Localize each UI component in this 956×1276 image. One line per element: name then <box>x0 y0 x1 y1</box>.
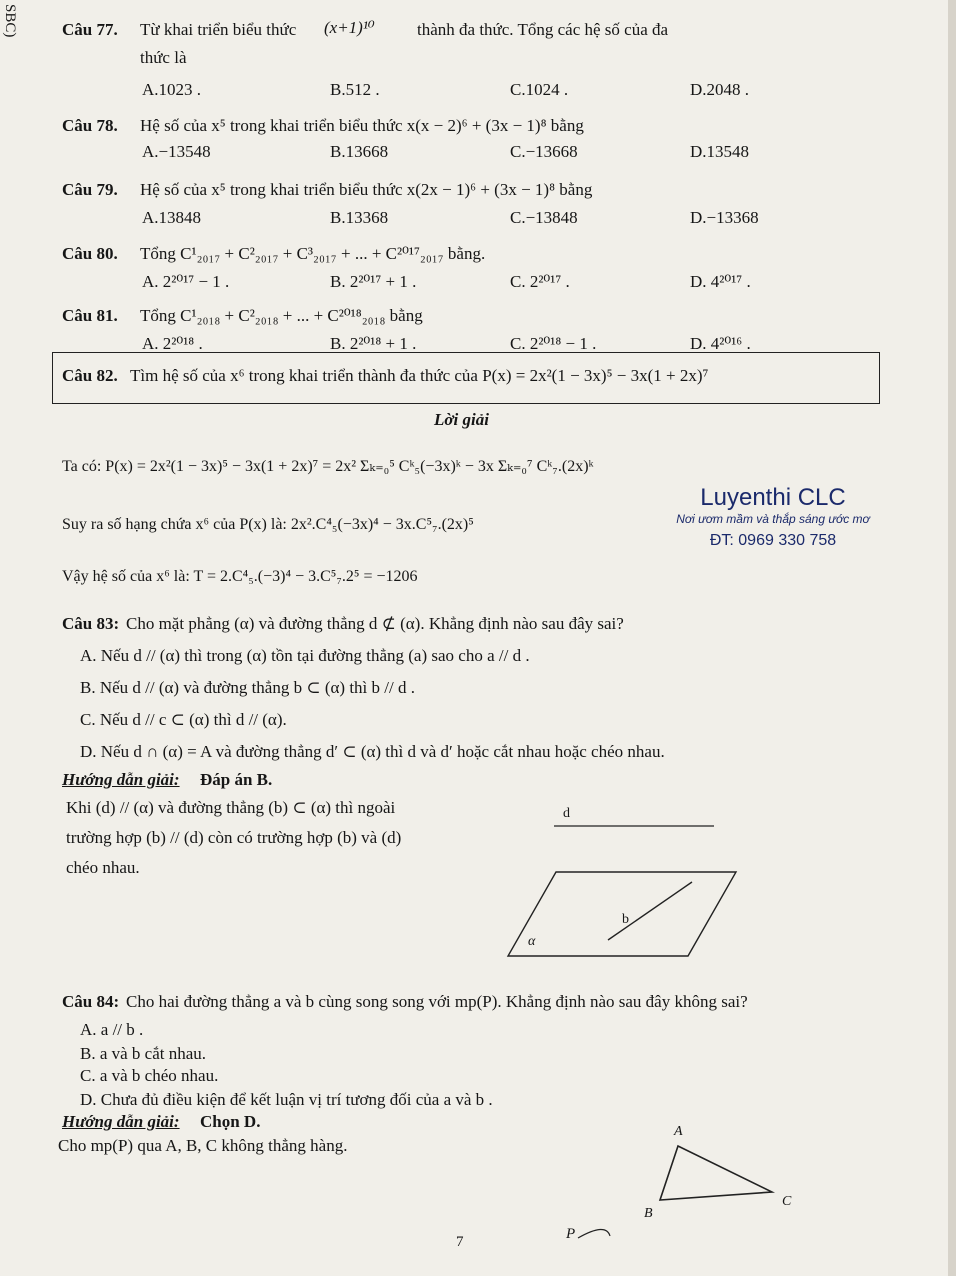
label-c: C <box>782 1194 792 1209</box>
q84-option-c: C. a và b chéo nhau. <box>80 1066 219 1085</box>
plane-p-curve <box>578 1229 610 1238</box>
label-a: A <box>674 1124 683 1139</box>
q82-text: Tìm hệ số của x⁶ trong khai triển thành đa thức của P(x) = 2x²(1 − 3x)⁵ − 3x(1 + 2x)⁷ <box>130 366 709 385</box>
q84-option-a: A. a // b . <box>80 1020 144 1039</box>
q80-number: Câu 80. <box>62 244 118 263</box>
q84-guide-line-1: Cho mp(P) qua A, B, C không thẳng hàng. <box>58 1136 348 1155</box>
q78-number: Câu 78. <box>62 116 118 135</box>
q81-text: Tổng C¹₂₀₁₈ + C²₂₀₁₈ + ... + C²⁰¹⁸₂₀₁₈ bằng <box>140 306 423 325</box>
publisher-name: Luyenthi CLC <box>700 484 846 511</box>
publisher-phone: ĐT: 0969 330 758 <box>709 532 837 549</box>
label-d: d <box>563 806 570 821</box>
q84-guide-answer: Chọn D. <box>200 1112 261 1131</box>
margin-mark: SBC) <box>2 4 18 38</box>
q83-guide-line-1: Khi (d) // (α) và đường thẳng (b) ⊂ (α) thì ngoài <box>66 798 396 817</box>
q78-option-b: B.13668 <box>330 142 389 161</box>
solution-line-1: Ta có: P(x) = 2x²(1 − 3x)⁵ − 3x(1 + 2x)⁷ = 2x² Σₖ₌₀⁵ Cᵏ₅(−3x)ᵏ − 3x Σₖ₌₀⁷ Cᵏ₇.(2x)ᵏ <box>62 458 594 475</box>
plane-figure <box>500 800 750 970</box>
q79-text: Hệ số của x⁵ trong khai triển biểu thức x(2x − 1)⁶ + (3x − 1)⁸ bằng <box>140 180 593 199</box>
publisher-slogan: Nơi ươm mầm và thắp sáng ước mơ <box>676 512 870 526</box>
q80-option-d: D. 4²⁰¹⁷ . <box>690 272 751 291</box>
q80-text: Tổng C¹₂₀₁₇ + C²₂₀₁₇ + C³₂₀₁₇ + ... + C²⁰¹⁷₂₀₁₇ bằng. <box>140 244 486 263</box>
q81-number: Câu 81. <box>62 306 118 325</box>
q81-option-b: B. 2²⁰¹⁸ + 1 . <box>330 334 417 353</box>
q79-option-b: B.13368 <box>330 208 389 227</box>
q79-number: Câu 79. <box>62 180 118 199</box>
q83-option-b: B. Nếu d // (α) và đường thẳng b ⊂ (α) thì b // d . <box>80 678 415 697</box>
triangle-figure <box>560 1128 800 1268</box>
q83-guide-line-2: trường hợp (b) // (d) còn có trường hợp (b) và (d) <box>66 828 402 847</box>
publisher-stamp <box>668 484 878 568</box>
q83-number: Câu 83: <box>62 614 120 633</box>
q77-expr: (x+1)¹⁰ <box>324 18 375 37</box>
q77-option-d: D.2048 . <box>690 80 750 99</box>
solution-line-3: Vậy hệ số của x⁶ là: T = 2.C⁴₅.(−3)⁴ − 3.C⁵₇.2⁵ = −1206 <box>62 568 418 585</box>
q84-text: Cho hai đường thẳng a và b cùng song song với mp(P). Khẳng định nào sau đây không sai? <box>126 992 748 1011</box>
q83-option-a: A. Nếu d // (α) thì trong (α) tồn tại đường thẳng (a) sao cho a // d . <box>80 646 530 665</box>
q77-text2: thành đa thức. Tổng các hệ số của đa <box>417 20 669 39</box>
q83-option-d: D. Nếu d ∩ (α) = A và đường thẳng d′ ⊂ (α) thì d và d′ hoặc cắt nhau hoặc chéo nhau. <box>80 742 665 761</box>
q84-option-b: B. a và b cắt nhau. <box>80 1044 207 1063</box>
q81-option-d: D. 4²⁰¹⁶ . <box>690 334 751 353</box>
q78-option-d: D.13548 <box>690 142 750 161</box>
q79-option-c: C.−13848 <box>510 208 578 227</box>
q83-guide-line-3: chéo nhau. <box>66 858 140 877</box>
q77-option-c: C.1024 . <box>510 80 569 99</box>
q79-option-a: A.13848 <box>142 208 202 227</box>
q84-number: Câu 84: <box>62 992 120 1011</box>
q84-guide-label: Hướng dẫn giải: <box>62 1112 180 1131</box>
triangle-abc <box>660 1146 772 1200</box>
label-alpha: α <box>528 934 536 949</box>
q83-guide-label: Hướng dẫn giải: <box>62 770 180 789</box>
page-edge <box>948 0 956 1276</box>
q82-number: Câu 82. <box>62 366 118 385</box>
solution-title: Lời giải <box>434 410 489 429</box>
label-p: P <box>566 1226 576 1242</box>
solution-line-2: Suy ra số hạng chứa x⁶ của P(x) là: 2x².C⁴₅(−3x)⁴ − 3x.C⁵₇.(2x)⁵ <box>62 516 474 533</box>
q83-option-c: C. Nếu d // c ⊂ (α) thì d // (α). <box>80 710 287 729</box>
q77-number: Câu 77. <box>62 20 118 39</box>
q81-option-a: A. 2²⁰¹⁸ . <box>142 334 203 353</box>
label-b: b <box>622 912 629 927</box>
q77-option-a: A.1023 . <box>142 80 202 99</box>
q77-text: Từ khai triển biểu thức <box>140 20 297 39</box>
label-b-point: B <box>644 1206 653 1221</box>
q77-option-b: B.512 . <box>330 80 380 99</box>
q77-line2: thức là <box>140 48 187 67</box>
q78-option-a: A.−13548 <box>142 142 211 161</box>
q80-option-a: A. 2²⁰¹⁷ − 1 . <box>142 272 230 291</box>
line-b <box>608 882 692 940</box>
q80-option-c: C. 2²⁰¹⁷ . <box>510 272 570 291</box>
q83-text: Cho mặt phẳng (α) và đường thẳng d ⊄ (α). Khẳng định nào sau đây sai? <box>126 614 624 633</box>
q78-option-c: C.−13668 <box>510 142 578 161</box>
q78-text: Hệ số của x⁵ trong khai triển biểu thức x(x − 2)⁶ + (3x − 1)⁸ bằng <box>140 116 584 135</box>
q79-option-d: D.−13368 <box>690 208 759 227</box>
q84-option-d: D. Chưa đủ điều kiện để kết luận vị trí tương đối của a và b . <box>80 1090 493 1109</box>
q81-option-c: C. 2²⁰¹⁸ − 1 . <box>510 334 597 353</box>
q83-guide-answer: Đáp án B. <box>200 770 273 789</box>
q80-option-b: B. 2²⁰¹⁷ + 1 . <box>330 272 417 291</box>
page-number: 7 <box>456 1234 464 1250</box>
